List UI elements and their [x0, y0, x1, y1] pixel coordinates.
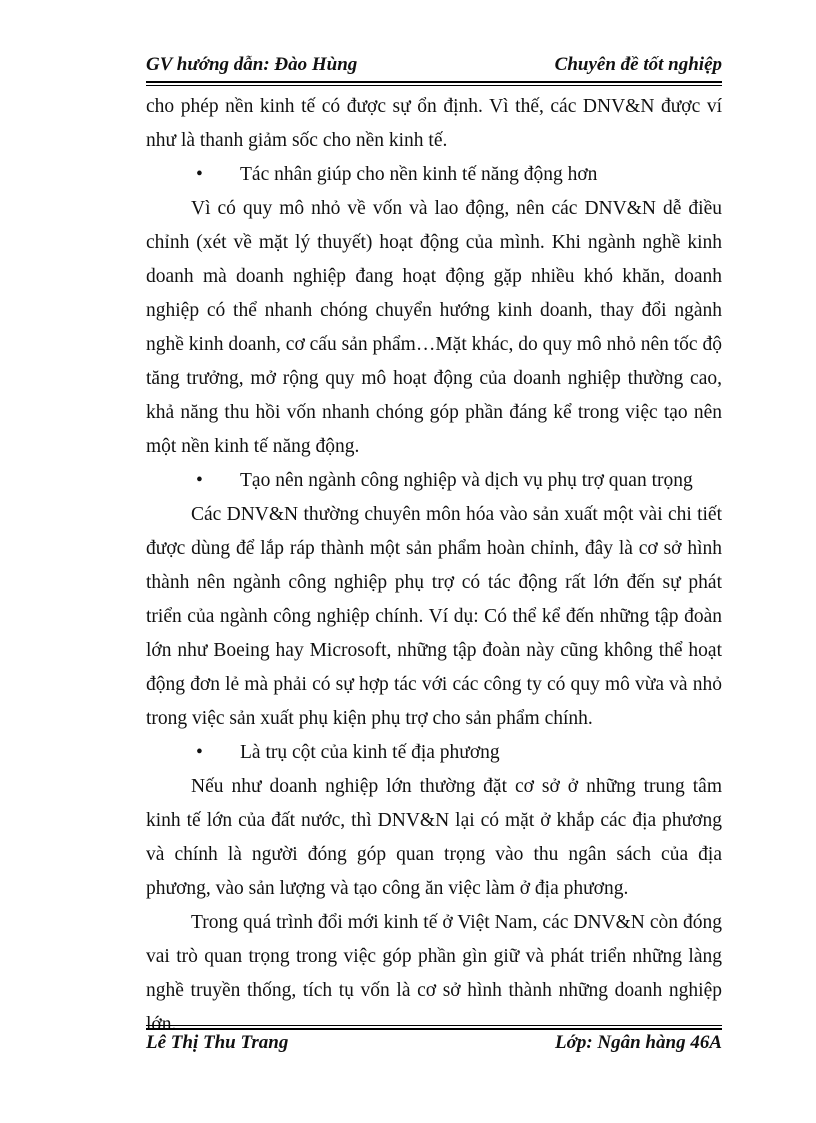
bullet-text: Tác nhân giúp cho nền kinh tế năng động hơn — [240, 164, 598, 185]
bullet-item — [146, 736, 722, 770]
bullet-dot: • — [196, 742, 203, 763]
bullet-text: Tạo nên ngành công nghiệp và dịch vụ phụ trợ quan trọng — [240, 470, 693, 491]
header-rule — [146, 81, 722, 83]
bullet-item — [146, 158, 722, 192]
footer-rule-thin — [146, 1025, 722, 1026]
footer-rule — [146, 1028, 722, 1030]
footer-author: Lê Thị Thu Trang — [146, 1032, 289, 1053]
page-footer — [146, 1032, 722, 1060]
bullet-dot: • — [196, 470, 203, 491]
bullet-dot: • — [196, 164, 203, 185]
footer-class: Lớp: Ngân hàng 46A — [555, 1032, 722, 1053]
header-rule-thin — [146, 85, 722, 86]
paragraph: Nếu như doanh nghiệp lớn thường đặt cơ sở ở những trung tâm kinh tế lớn của đất nước, thì DNV&N lại có mặt ở khắp các địa phương và chính là người đóng góp quan trọng vào thu ngân sách của địa phương, vào sản lượng và tạo công ăn việc làm ở địa phương. — [146, 776, 722, 899]
header-advisor: GV hướng dẫn: Đào Hùng — [146, 54, 358, 75]
bullet-item — [146, 464, 722, 498]
paragraph: Trong quá trình đổi mới kinh tế ở Việt Nam, các DNV&N còn đóng vai trò quan trọng trong việc góp phần gìn giữ và phát triển những làng nghề truyền thống, tích tụ vốn là cơ sở hình thành những doanh nghiệp — [146, 912, 722, 1001]
paragraph: Các DNV&N thường chuyên môn hóa vào sản xuất một vài chi tiết được dùng để lắp ráp thành một sản phẩm hoàn chỉnh, đây là cơ sở hình thành nên ngành công nghiệp phụ trợ có tác động rất lớn đến sự phát triển của ngành công nghiệp chính. Ví dụ: Có thể kể đến những tập đoàn lớn như Boeing hay Microsoft, những tập đoàn này cũng không thể hoạt động đơn lẻ mà phải có sự hợp tác với các công ty có quy mô vừa và nhỏ trong việc sản xuất phụ kiện phụ trợ cho sản phẩm chính. — [146, 504, 722, 729]
paragraph-continued: cho phép nền kinh tế có được sự ổn định. Vì thế, các DNV&N được ví như là thanh giảm sốc cho nền kinh tế. — [146, 96, 722, 151]
bullet-text: Là trụ cột của kinh tế địa phương — [240, 742, 500, 763]
header-doc-type: Chuyên đề tốt nghiệp — [554, 54, 722, 75]
page-header — [146, 52, 722, 82]
page-body — [146, 90, 722, 1042]
paragraph: Vì có quy mô nhỏ về vốn và lao động, nên các DNV&N dễ điều chỉnh (xét về mặt lý thuyết) hoạt động của mình. Khi ngành nghề kinh doanh mà doanh nghiệp đang hoạt động gặp nhiều khó khăn, doanh nghiệp có thể nhanh chóng chuyển hướng kinh doanh, thay đổi ngành nghề kinh doanh, cơ cấu sản phẩm…Mặt khác, do quy mô nhỏ nên tốc độ tăng trưởng, mở rộng quy mô hoạt động của doanh nghiệp thường cao, khả năng thu hồi vốn nhanh chóng góp phần đáng kể trong việc tạo nên một nền kinh tế năng động. — [146, 198, 722, 457]
